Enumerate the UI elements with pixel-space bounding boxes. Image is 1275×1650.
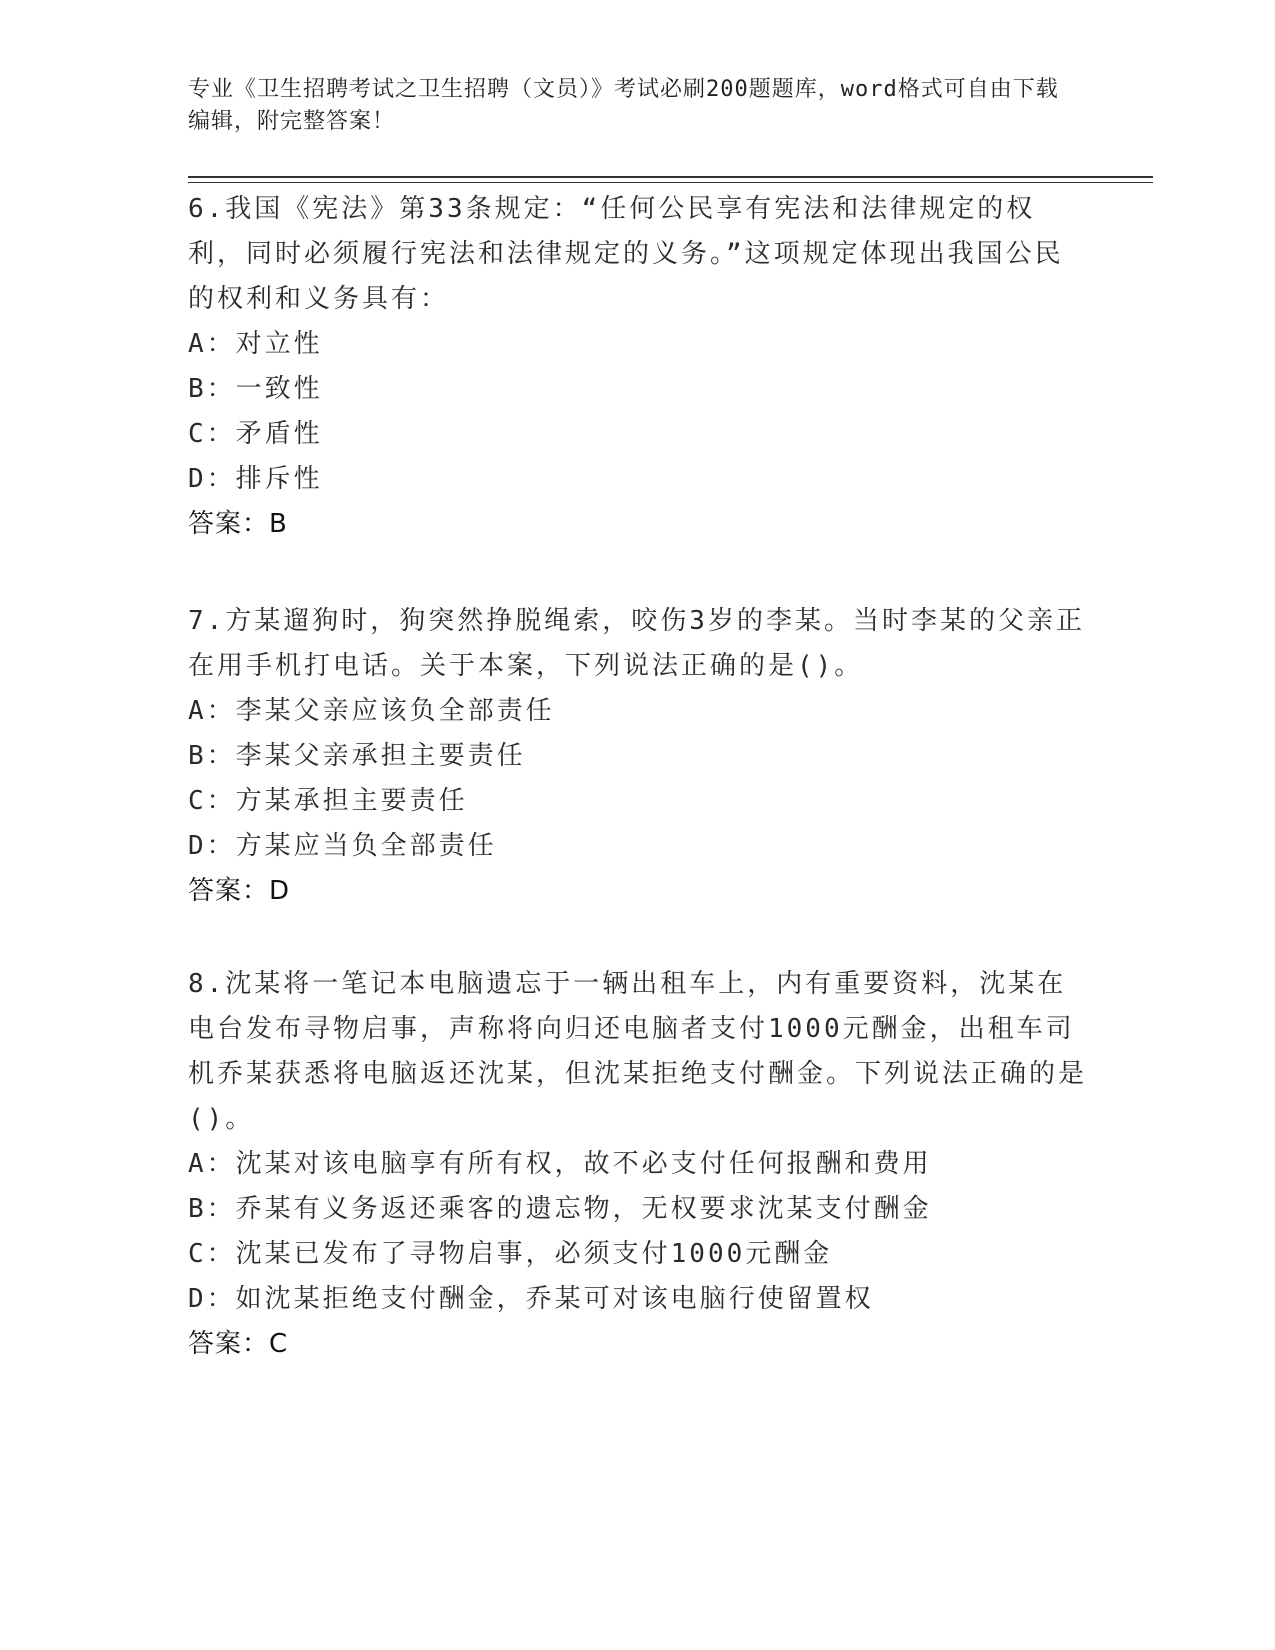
- option-c: C：矛盾性: [188, 419, 323, 449]
- question-6: [188, 187, 1088, 547]
- document-header: 专业《卫生招聘考试之卫生招聘（文员）》考试必刷200题题库，word格式可自由下载编辑，附完整答案！: [188, 77, 1059, 134]
- answer: 答案：B: [188, 509, 288, 539]
- header-divider-thin: [188, 182, 1153, 183]
- question-text: 6.我国《宪法》第33条规定：“任何公民享有宪法和法律规定的权利，同时必须履行宪法和法律规定的义务。”这项规定体现出我国公民的权利和义务具有：: [188, 194, 1064, 314]
- question-8: [188, 962, 1088, 1367]
- answer: 答案：D: [188, 876, 291, 906]
- option-c: C：沈某已发布了寻物启事，必须支付1000元酬金: [188, 1239, 833, 1269]
- option-b: B：一致性: [188, 374, 323, 404]
- option-a: A：对立性: [188, 329, 323, 359]
- question-7: [188, 599, 1088, 914]
- option-d: D：方某应当负全部责任: [188, 831, 497, 861]
- question-text: 7.方某遛狗时，狗突然挣脱绳索，咬伤3岁的李某。当时李某的父亲正在用手机打电话。关于本案，下列说法正确的是()。: [188, 606, 1085, 681]
- answer: 答案：C: [188, 1329, 289, 1359]
- option-a: A：李某父亲应该负全部责任: [188, 696, 555, 726]
- question-text: 8.沈某将一笔记本电脑遗忘于一辆出租车上，内有重要资料，沈某在电台发布寻物启事，声称将向归还电脑者支付1000元酬金，出租车司机乔某获悉将电脑返还沈某，但沈某拒绝支付酬金。下列说法正确的是()。: [188, 969, 1088, 1134]
- option-d: D：如沈某拒绝支付酬金，乔某可对该电脑行使留置权: [188, 1284, 874, 1314]
- option-c: C：方某承担主要责任: [188, 786, 468, 816]
- option-b: B：李某父亲承担主要责任: [188, 741, 526, 771]
- header-divider-thick: [188, 176, 1153, 178]
- option-d: D：排斥性: [188, 464, 323, 494]
- option-b: B：乔某有义务返还乘客的遗忘物，无权要求沈某支付酬金: [188, 1194, 932, 1224]
- option-a: A：沈某对该电脑享有所有权，故不必支付任何报酬和费用: [188, 1149, 932, 1179]
